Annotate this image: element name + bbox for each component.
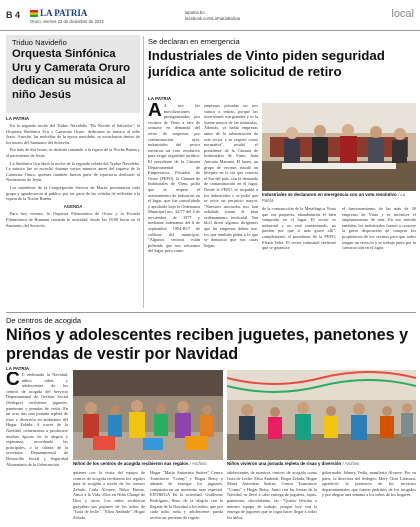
section-rule bbox=[6, 312, 416, 313]
children-gifts-caption bbox=[73, 461, 223, 467]
children-gifts-photo-art bbox=[73, 370, 223, 460]
right-story-col3 bbox=[262, 206, 336, 306]
caption-credit: / La Patria bbox=[262, 192, 406, 203]
column-divider bbox=[143, 36, 144, 308]
left-story-paragraph: En la segunda noche del Triduo Navideño "Ha Nacido el Salvador", la Orquesta Sinfónica Uru y Camerata Oruro, dedicaron su música al niño Jesús. Anoche, las melodías de la época navideña, se escucharon dentro de los muros del Santuario del Socavón. bbox=[6, 123, 140, 145]
industrialists-photo-caption bbox=[262, 192, 416, 204]
caption-text: Niños de los centros de acogida recibieron sus regalos bbox=[73, 461, 189, 466]
industrialists-photo bbox=[262, 103, 416, 191]
brand-name: LA PATRIA bbox=[40, 8, 88, 18]
right-story-text: empresas privadas no nos vamos a retirar, porque las inversiones son grandes y es la fuente mayor de las industrias. Además, ya había empresas antes de la urbanización de este sector y se respetó como normativa", resaltó el presidente de la Cámara de Industriales de Vinto, Juan Antonio Mamani. El lunes, un grupo de vecinos instaló un bloqueo en la vía que conecta el Sur del país, con la demanda de contaminación en el lugar. Desde la FEPO, se respaldó a los industriales y se pidió que se evite un perjuicio mayor. "Nuestros asociados nos han señalado tomar el plan ordenamiento territorial. Tan fácil dicen algunos dirigentes que las empresas deben irse, los que también piden a lo que se denuncia que sus casas llegan bbox=[204, 103, 258, 248]
caption-credit: / Archivo bbox=[342, 461, 360, 466]
left-story-byline: LA PATRIA bbox=[6, 116, 30, 121]
bottom-story-text: C elebrando la Navidad, niños, niñas y adolescentes de los centros de acogida del Servicio Departamental de Gestión Social (Sedeges) recibieron juguetes, panetones y prendas de vestir. En un acto tras una jornada repleta de risas y diversión en ambientes del Hogar Zelada. A través de la Navidad, comenzaron a producirse muchas épocas de la alegría y esperanza, recordando las principales, a la cabeza de la secretaria Departamental de Desarrollo Social y Seguridad Alimentaria de la Gobernación bbox=[6, 372, 68, 467]
children-party-photo-art bbox=[227, 370, 416, 460]
left-story-paragraph: Los miembros de la Congregación Siervos de María, presentaron cada grupo y agradecieron al público por ser parte de las veladas de reflexión a la espera de la Noche Buena. bbox=[6, 184, 140, 202]
page-number: B 4 bbox=[6, 10, 21, 20]
caption-text: Industriales se declararon en emergencia con un voto resolutivo bbox=[262, 192, 397, 197]
right-story-text: A nte las movilizaciones protagonizadas por vecinos de Vinto a raíz de sentarse en demanda del retiro de empresas por contaminación, ayer, industriales del sector enviaron un voto resolutivo para exigir seguridad jurídica. El presidente de la Cámara Departamental de Empresarios Privados de Oruro (FEPO), la Cámara de Industriales de Vinto, pidió que se respete el asentamiento de industrias en el lugar, que fue consolidado y aprobado bajo la Ordenanza Municipal nro. 32/77 del 4 de noviembre de 1977 y mediante ordenanza del 6 de septiembre 1994-R17 de créditos del municipio. "Algunos vecinos están pidiendo que nos retiremos del lugar, pero como bbox=[148, 103, 200, 254]
bottom-story bbox=[6, 314, 416, 524]
right-story-byline: LA PATRIA bbox=[148, 96, 172, 101]
industrialists-photo-art bbox=[262, 103, 416, 191]
flag-icon bbox=[30, 10, 38, 17]
section-name: local bbox=[391, 8, 414, 20]
bottom-story-kicker: De centros de acogida bbox=[6, 316, 82, 325]
right-story-col2 bbox=[204, 103, 258, 306]
right-story-col4 bbox=[342, 206, 416, 306]
left-story-paragraph: Para hoy viernes, la Orquesta Filarmónica de Oruro y la Escuela Filarmónica de Huanuni cerrarán la actividad, desde las 18:00 horas en el Santuario del Socavón. bbox=[6, 211, 140, 228]
left-story-headline: Orquesta Sinfónica Uru y Camerata Oruro dedican su música al niño Jesús bbox=[12, 48, 131, 101]
caption-credit: / Archivo bbox=[189, 461, 207, 466]
right-story-text: el funcionamiento de las más de 30 empresas de Vinto y se incentive el emplazamiento de más. En ese sentido también, los industriales fueron a conocer la grave disposición de comprar los propietarios de los vecinos para que todos tengan un servicio y se trabaje junto por la construcción en el lugar. bbox=[342, 206, 416, 251]
website: lapatria.bo bbox=[185, 10, 205, 15]
left-story bbox=[6, 35, 140, 307]
left-story-paragraph: La Sinfónica Uru abrió la noche de la segunda velada del Triduo Navideño. La música fue se escuchó durante varios minutos antes del ingreso de la Camerata Oruro, quienes también fueron parte de repertorio dedicado al Nacimiento de Jesús. bbox=[6, 160, 140, 183]
bottom-story-text: gobernador Johnny Vedia, manifestó Alvarez. Por su parte, la directora del Sedeges, Mery Chiri Lizarazu, agradeció la presencia de los servicios departamentales que fueron padrinos de los acogidos y por alegrar una semana a los niños de los hogares. bbox=[322, 470, 416, 498]
bottom-story-col5 bbox=[322, 470, 416, 524]
right-story bbox=[148, 35, 416, 309]
bottom-story-col2 bbox=[73, 470, 145, 524]
bottom-story-text: quienes con la visita del equipo de centros de acogida recibieron los regalos para la acogida a través de los centros Zelada, Carla Álvarez, Niños Eterno, Amor a la Vida, ellos en Niño Chaupi de Dios y otros. Los niños recibieron guayabas sus pupitres de los niños de "Gota de leche", "Eliza Andrade", Hogar Zelada, bbox=[73, 470, 145, 520]
bottom-story-col1: C C elebrando la Navidad, niños, niñas y adolescentes de los centros de acogida del Servicio Departamental de Gestión Social (Sedeges) recibieron juguetes, panetones y prendas de vestir. En un acto tras una jornada repleta de risas y diversión en ambientes del Hogar Zelada. A través de la Navidad, comenzaron a producirse muchas épocas de la alegría y esperanza, recordando las principales, a la cabeza de la secretaria Departamental de Desarrollo Social y Seguridad Alimentaria de la Gobernación bbox=[6, 372, 68, 467]
right-story-kicker: Se declaran en emergencia bbox=[148, 37, 240, 46]
page-header bbox=[0, 0, 420, 32]
left-story-paragraph: Por más de dos horas, se disfrutó cantando a la espera de la Noche Buena y el nacimiento de Jesús. bbox=[6, 147, 140, 158]
bottom-story-byline: LA PATRIA bbox=[6, 366, 30, 371]
caption-text: Niños vivieron una jornada repleta de risas y diversión bbox=[227, 461, 342, 466]
children-gifts-photo bbox=[73, 370, 223, 460]
bottom-story-col3 bbox=[150, 470, 223, 524]
bottom-story-headline: Niños y adolescentes reciben juguetes, panetones y prendas de vestir por Navidad bbox=[6, 326, 409, 363]
right-story-text: de la construcción de la Metalúrgica Vinto que era poquería, abandonaron el bien comprado en el lugar. El sector es industrial y no está contaminado, no pueden por qué ir más grave allí", complementó el presidente de la FEPO, Efraín Veliz. El sector industrial reafirmó que se garantice bbox=[262, 206, 336, 251]
children-party-caption bbox=[227, 461, 416, 467]
header-rule bbox=[0, 30, 420, 31]
issue-date: Oruro, viernes 23 de diciembre de 2022 bbox=[30, 19, 104, 24]
facebook-link: facebook.com/LaPatriaBolivia bbox=[185, 16, 241, 21]
right-story-col1: A A nte las movilizaciones protagonizadas por vecinos de Vinto a raíz de sentarse en demanda del retiro de empresas por contaminación, ayer, industriales del sector enviaron un voto resolutivo para exigir seguridad jurídica. El presidente de la Cámara Departamental de Empresarios Privados de Oruro (FEPO), la Cámara de Industriales de Vinto, pidió que se respete el asentamiento de industrias en el lugar, que fue consolidado y aprobado bajo la Ordenanza Municipal nro. 32/77 del 4 de noviembre de 1977 y mediante ordenanza del 6 de septiembre 1994-R17 de créditos del municipio. "Algunos vecinos están pidiendo que nos retiremos del lugar, pero como bbox=[148, 103, 200, 254]
bottom-story-text: adolescentes de nuestros centros de acogida como Gota de Leche, Elisa Andrade, Hogar Zelada, Hogar María Antonieta Suárez, Centro Transitorio "Conny" y Hogar Betsy. Junto con las fiestas de la Navidad, se llevó a cabo entrega de juguetes, ropas, panetones, chocolatadas, etc. "Quiero felicitar a nuestro equipo de trabajo, porque hoy con la entrega de juguetes que se logra hacer llegar a todos los niños. bbox=[227, 470, 317, 520]
right-story-headline: Industriales de Vinto piden seguridad jurídica ante solicitud de retiro bbox=[148, 48, 385, 79]
left-story-body bbox=[6, 123, 140, 307]
left-story-subheading: AGENDA bbox=[63, 203, 83, 209]
bottom-story-col4 bbox=[227, 470, 317, 524]
brand-logo bbox=[30, 8, 87, 18]
children-party-photo bbox=[227, 370, 416, 460]
bottom-story-text: Hogar "María Antonieta Suárez" Centro Transitorio "Conny" y Hogar Betsy y además de entregar los juguetes, compartieron un momento muy especial. ENTREGA En la actividad, Guillermo Rodríguez, lleno de la alegría con la llegada de la Navidad a los niños, que por cada niño, niña y adolescente pueda recibir un presente de regalo. bbox=[150, 470, 223, 520]
left-story-kicker: Triduo Navideño bbox=[12, 38, 67, 47]
